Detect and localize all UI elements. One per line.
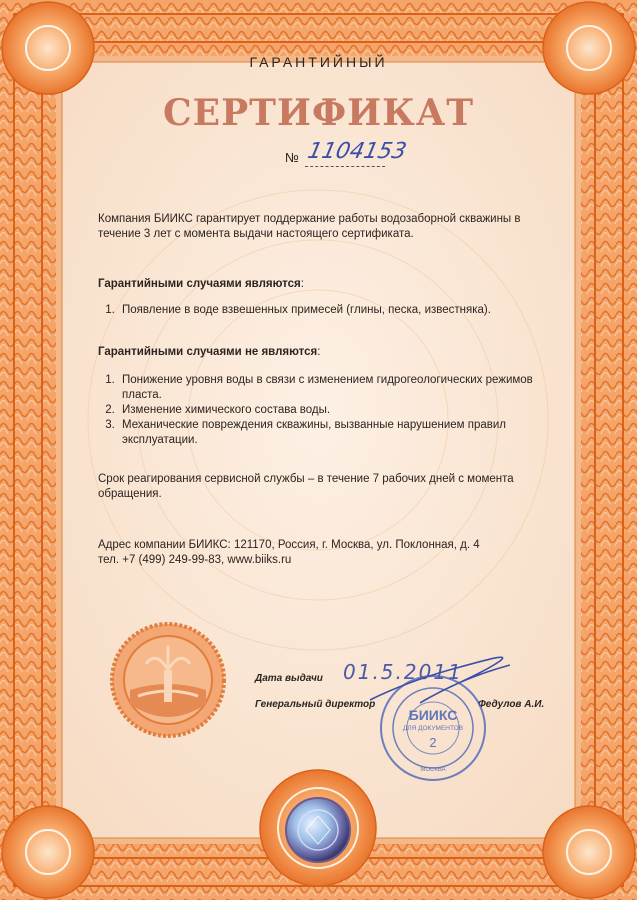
non-warranty-cases-list xyxy=(88,373,548,448)
intro-text: Компания БИИКС гарантирует поддержание работы водозаборной скважины в течение 3 лет с момента выдачи настоящего сертификата. xyxy=(98,213,521,240)
stamp-number: 2 xyxy=(429,735,437,750)
certificate-number-value: 1104153 xyxy=(305,139,409,164)
director-label: Генеральный директор xyxy=(255,699,376,710)
company-contacts: тел. +7 (499) 249-99-83, www.biiks.ru xyxy=(98,554,292,566)
fountain-emblem-icon xyxy=(108,620,228,740)
date-value: 01.5.2011 xyxy=(343,660,463,684)
date-label: Дата выдачи xyxy=(255,673,323,684)
warranty-cases-heading: Гарантийными случаями являются: xyxy=(98,278,304,290)
certificate-number-label: № xyxy=(285,150,299,165)
list-item: 1. Появление в воде взвешенных примесей (глины, песка, известняка). xyxy=(118,303,568,318)
list-item: 3. Механические повреждения скважины, вызванные нарушением правил эксплуатации. xyxy=(118,418,548,448)
certificate-subtitle: ГАРАНТИЙНЫЙ xyxy=(249,54,388,70)
stamp-name: БИИКС xyxy=(408,707,458,723)
company-address: Адрес компании БИИКС: 121170, Россия, г. Москва, ул. Поклонная, д. 4 xyxy=(98,539,480,551)
certificate-title: СЕРТИФИКАТ xyxy=(163,92,474,134)
number-underline xyxy=(305,166,385,167)
stamp-city: МОСКВА xyxy=(420,767,446,773)
hologram-seal-icon xyxy=(284,796,352,864)
service-response-text: Срок реагирования сервисной службы – в течение 7 рабочих дней с момента обращения. xyxy=(98,473,514,500)
warranty-cases-list xyxy=(88,303,568,318)
non-warranty-cases-heading: Гарантийными случаями не являются: xyxy=(98,346,321,358)
list-item: 1. Понижение уровня воды в связи с изменением гидрогеологических режимов пласта. xyxy=(118,373,548,403)
signature-scribble xyxy=(360,645,520,715)
director-name: Федулов А.И. xyxy=(478,699,545,710)
stamp-purpose: ДЛЯ ДОКУМЕНТОВ xyxy=(402,725,464,732)
list-item: 2. Изменение химического состава воды. xyxy=(118,403,548,418)
